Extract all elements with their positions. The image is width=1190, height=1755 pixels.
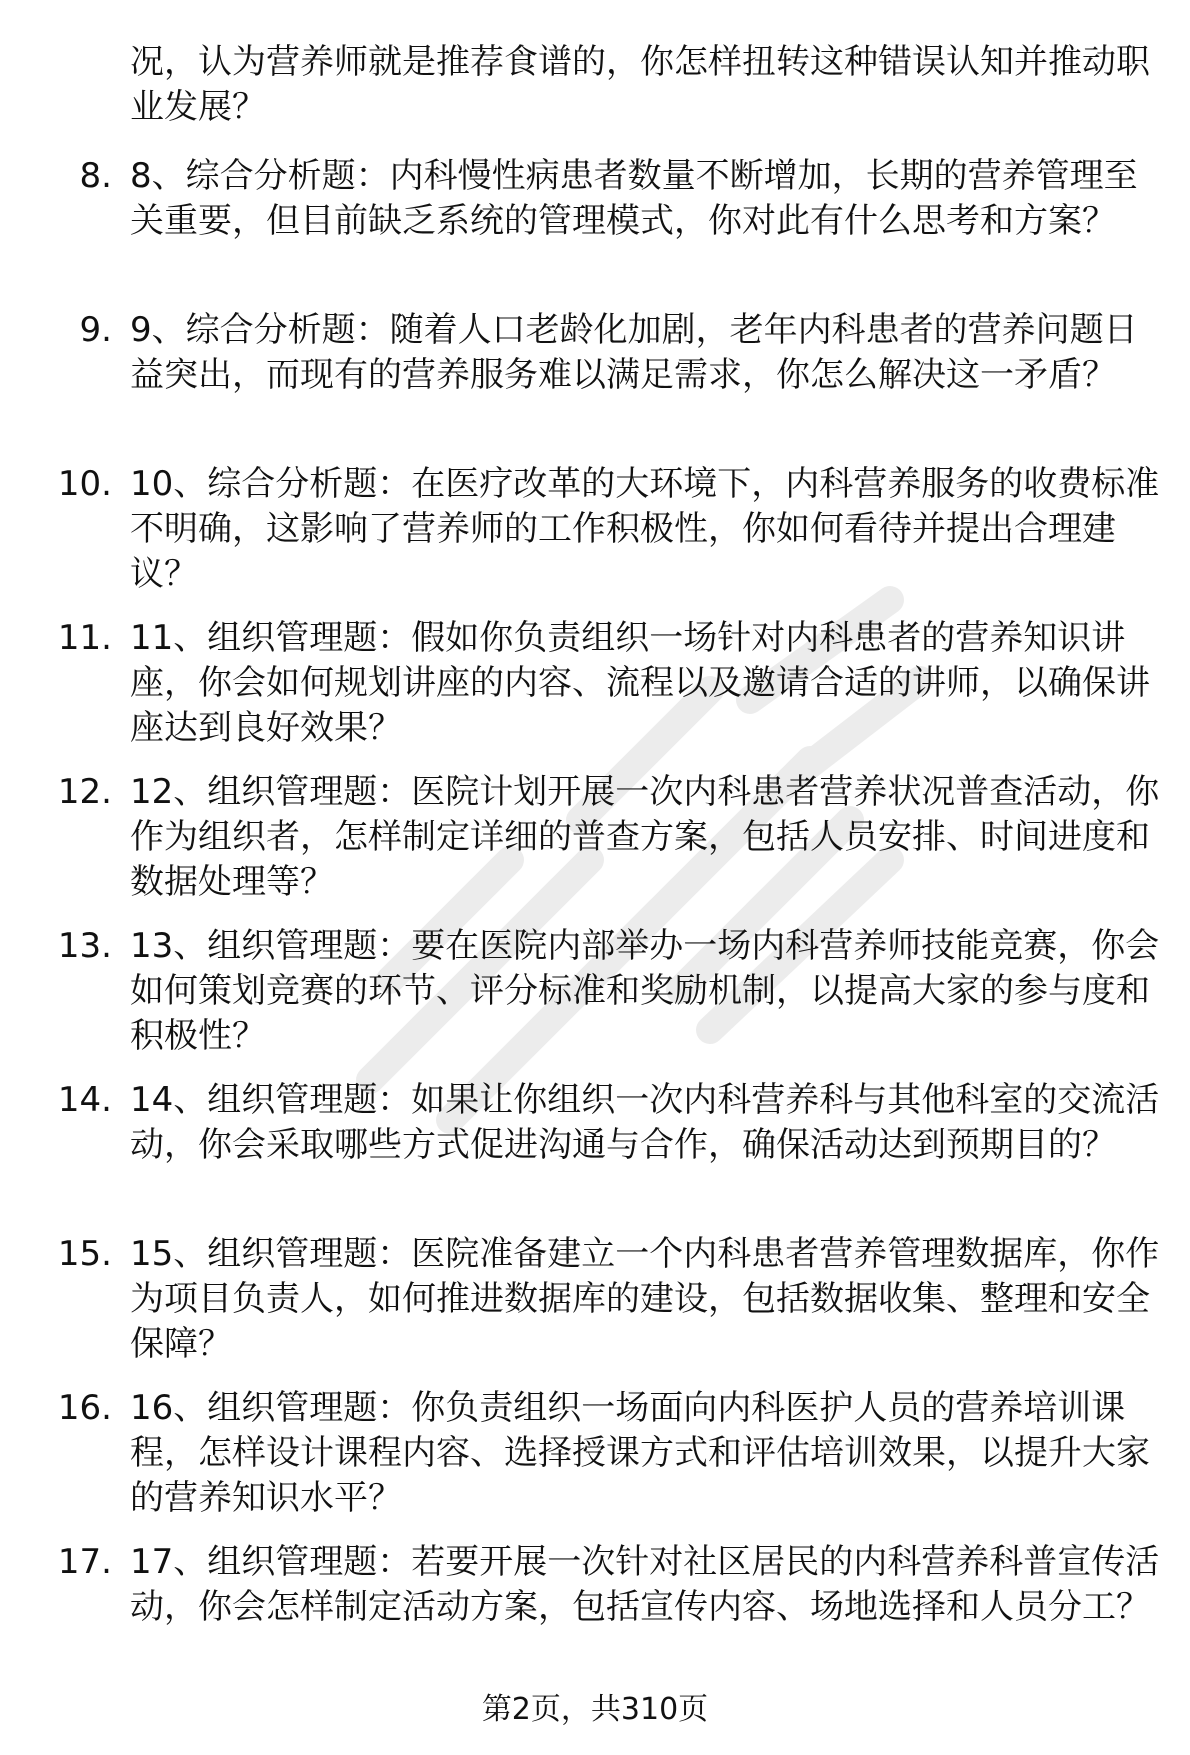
question-text: 11、组织管理题：假如你负责组织一场针对内科患者的营养知识讲座，你会如何规划讲座的内容、流程以及邀请合适的讲师，以确保讲座达到良好效果？ (130, 618, 1150, 748)
question-item (0, 1386, 1190, 1540)
question-number: 12. (57, 772, 112, 812)
question-number: 9. (79, 310, 112, 350)
question-number: 10. (57, 464, 112, 504)
question-list (0, 154, 1190, 1694)
question-text: 17、组织管理题：若要开展一次针对社区居民的内科营养科普宣传活动，你会怎样制定活动方案，包括宣传内容、场地选择和人员分工？ (130, 1542, 1160, 1627)
question-item (0, 616, 1190, 770)
question-item (0, 154, 1190, 308)
question-item (0, 462, 1190, 616)
question-item (0, 924, 1190, 1078)
question-text: 13、组织管理题：要在医院内部举办一场内科营养师技能竞赛，你会如何策划竞赛的环节、评分标准和奖励机制，以提高大家的参与度和积极性？ (130, 926, 1160, 1056)
question-item (0, 1540, 1190, 1694)
continuation-text: 况，认为营养师就是推荐食谱的，你怎样扭转这种错误认知并推动职业发展？ (130, 42, 1150, 127)
page-footer: 第2页，共310页 (481, 1692, 709, 1727)
question-number: 13. (57, 926, 112, 966)
question-number: 14. (57, 1080, 112, 1120)
question-text: 16、组织管理题：你负责组织一场面向内科医护人员的营养培训课程，怎样设计课程内容、选择授课方式和评估培训效果，以提升大家的营养知识水平？ (130, 1388, 1150, 1518)
question-text: 14、组织管理题：如果让你组织一次内科营养科与其他科室的交流活动，你会采取哪些方式促进沟通与合作，确保活动达到预期目的？ (130, 1080, 1160, 1165)
question-number: 16. (57, 1388, 112, 1428)
question-number: 8. (79, 156, 112, 196)
question-text: 8、综合分析题：内科慢性病患者数量不断增加，长期的营养管理至关重要，但目前缺乏系统的管理模式，你对此有什么思考和方案？ (130, 156, 1138, 241)
question-number: 17. (57, 1542, 112, 1582)
question-text: 12、组织管理题：医院计划开展一次内科患者营养状况普查活动，你作为组织者，怎样制定详细的普查方案，包括人员安排、时间进度和数据处理等？ (130, 772, 1160, 902)
question-text: 15、组织管理题：医院准备建立一个内科患者营养管理数据库，你作为项目负责人，如何推进数据库的建设，包括数据收集、整理和安全保障？ (130, 1234, 1160, 1364)
question-item (0, 1232, 1190, 1386)
question-text: 9、综合分析题：随着人口老龄化加剧，老年内科患者的营养问题日益突出，而现有的营养服务难以满足需求，你怎么解决这一矛盾？ (130, 310, 1138, 395)
question-item (0, 308, 1190, 462)
question-text: 10、综合分析题：在医疗改革的大环境下，内科营养服务的收费标准不明确，这影响了营养师的工作积极性，你如何看待并提出合理建议？ (130, 464, 1160, 594)
question-item (0, 770, 1190, 924)
question-item (0, 1078, 1190, 1232)
question-number: 15. (57, 1234, 112, 1274)
question-number: 11. (57, 618, 112, 658)
